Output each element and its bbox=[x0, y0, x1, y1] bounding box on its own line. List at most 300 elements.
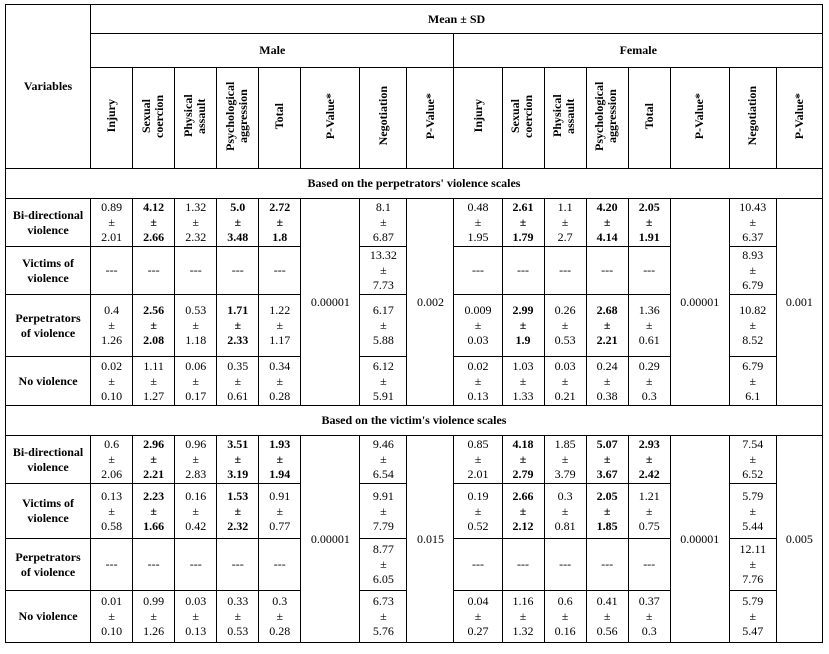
empty-value: --- bbox=[273, 557, 286, 571]
male-value-cell bbox=[175, 357, 217, 406]
female-value-cell bbox=[628, 539, 670, 591]
female-value-cell bbox=[454, 539, 502, 591]
plus-minus-symbol: ± bbox=[749, 503, 757, 518]
plus-minus-symbol: ± bbox=[749, 452, 757, 466]
section-header-row bbox=[6, 169, 823, 199]
sd-value: 2.08 bbox=[143, 333, 165, 347]
female-value-cell bbox=[544, 591, 586, 643]
sd-value: 0.58 bbox=[101, 518, 123, 533]
female-value-cell bbox=[544, 436, 586, 484]
female-value-cell bbox=[502, 357, 544, 406]
plus-minus-symbol: ± bbox=[380, 557, 387, 571]
col-header-label: P-Value* bbox=[322, 92, 337, 140]
male-negotiation-cell bbox=[360, 436, 407, 484]
male-value-cell bbox=[91, 357, 133, 406]
mean-value: 0.3 bbox=[272, 594, 288, 608]
female-value-cell bbox=[628, 436, 670, 484]
empty-value: --- bbox=[105, 557, 118, 571]
sd-value: 2.21 bbox=[596, 333, 618, 347]
male-negotiation-cell bbox=[360, 357, 407, 406]
mean-value: 0.6 bbox=[104, 437, 120, 451]
sd-value: 2.79 bbox=[512, 467, 534, 481]
mean-value: 3.51 bbox=[227, 437, 249, 451]
male-value-cell bbox=[91, 484, 133, 539]
male-value-cell bbox=[133, 295, 175, 357]
male-negotiation-p-value: 0.002 bbox=[407, 199, 454, 406]
female-col-header-psychological-aggression bbox=[586, 68, 628, 169]
mean-value: 0.24 bbox=[596, 358, 618, 373]
mean-value: 1.21 bbox=[638, 488, 660, 503]
plus-minus-symbol: ± bbox=[108, 215, 115, 229]
plus-minus-symbol: ± bbox=[645, 452, 653, 466]
mean-value: 5.0 bbox=[230, 200, 246, 214]
plus-minus-symbol: ± bbox=[474, 503, 482, 518]
plus-minus-symbol: ± bbox=[380, 503, 387, 518]
plus-minus-symbol: ± bbox=[474, 452, 482, 466]
male-value-cell bbox=[133, 591, 175, 643]
plus-minus-symbol: ± bbox=[276, 373, 284, 388]
female-negotiation-cell bbox=[729, 539, 776, 591]
empty-value: --- bbox=[231, 263, 244, 277]
col-header-label: Injury bbox=[104, 99, 119, 133]
plus-minus-symbol: ± bbox=[276, 215, 284, 229]
female-negotiation-cell bbox=[729, 357, 776, 406]
mean-value: 6.12 bbox=[372, 358, 394, 373]
plus-minus-symbol: ± bbox=[192, 503, 199, 518]
mean-value: 5.79 bbox=[742, 488, 764, 503]
mean-value: 1.85 bbox=[554, 437, 576, 451]
female-negotiation-cell bbox=[729, 295, 776, 357]
row-label: Perpetrators of violence bbox=[6, 295, 91, 357]
row-label: Victims of violence bbox=[6, 484, 91, 539]
mean-value: 6.17 bbox=[372, 303, 394, 317]
male-negotiation-cell bbox=[360, 591, 407, 643]
plus-minus-symbol: ± bbox=[603, 503, 611, 518]
plus-minus-symbol: ± bbox=[276, 452, 284, 466]
mean-value: 0.6 bbox=[557, 594, 573, 608]
plus-minus-symbol: ± bbox=[749, 215, 757, 229]
sd-value: 0.16 bbox=[554, 624, 576, 638]
mean-value: 0.06 bbox=[185, 358, 207, 373]
plus-minus-symbol: ± bbox=[276, 503, 284, 518]
female-value-cell bbox=[586, 247, 628, 295]
sd-value: 0.61 bbox=[227, 388, 249, 403]
male-value-cell bbox=[175, 591, 217, 643]
empty-value: --- bbox=[472, 263, 484, 277]
plus-minus-symbol: ± bbox=[749, 318, 757, 332]
female-negotiation-p-value: 0.005 bbox=[776, 436, 822, 643]
female-value-cell bbox=[454, 357, 502, 406]
sd-value: 2.06 bbox=[101, 467, 123, 481]
mean-value: 1.1 bbox=[557, 200, 573, 214]
plus-minus-symbol: ± bbox=[519, 215, 527, 229]
mean-value: 6.73 bbox=[372, 594, 394, 608]
sd-value: 2.32 bbox=[185, 230, 207, 244]
male-value-cell bbox=[133, 436, 175, 484]
mean-value: 0.04 bbox=[467, 594, 489, 608]
sd-value: 5.88 bbox=[372, 333, 394, 347]
male-value-cell bbox=[217, 247, 259, 295]
sd-value: 2.01 bbox=[467, 467, 489, 481]
sd-value: 2.66 bbox=[143, 230, 165, 244]
mean-value: 2.61 bbox=[512, 200, 534, 214]
mean-value: 0.02 bbox=[101, 358, 123, 373]
sd-value: 0.75 bbox=[638, 518, 660, 533]
empty-value: --- bbox=[601, 263, 614, 277]
female-value-cell bbox=[544, 295, 586, 357]
mean-value: 1.53 bbox=[227, 488, 249, 503]
plus-minus-symbol: ± bbox=[276, 318, 284, 332]
plus-minus-symbol: ± bbox=[234, 452, 242, 466]
plus-minus-symbol: ± bbox=[749, 557, 757, 571]
female-negotiation-cell bbox=[729, 199, 776, 247]
female-value-cell bbox=[628, 591, 670, 643]
sd-value: 2.7 bbox=[557, 230, 573, 244]
plus-minus-symbol: ± bbox=[192, 373, 199, 388]
plus-minus-symbol: ± bbox=[645, 503, 653, 518]
mean-value: 0.4 bbox=[104, 303, 120, 317]
sd-value: 0.13 bbox=[185, 624, 207, 638]
mean-value: 8.77 bbox=[372, 542, 394, 556]
plus-minus-symbol: ± bbox=[234, 318, 242, 332]
mean-value: 0.53 bbox=[185, 303, 207, 317]
male-value-cell bbox=[175, 247, 217, 295]
female-value-cell bbox=[502, 295, 544, 357]
sd-value: 3.19 bbox=[227, 467, 249, 481]
male-negotiation-cell bbox=[360, 295, 407, 357]
sd-value: 1.27 bbox=[143, 388, 165, 403]
plus-minus-symbol: ± bbox=[645, 373, 653, 388]
mean-value: 0.26 bbox=[554, 303, 576, 317]
sd-value: 2.83 bbox=[185, 467, 207, 481]
mean-value: 2.66 bbox=[512, 488, 534, 503]
empty-value: --- bbox=[147, 263, 160, 277]
mean-value: 2.05 bbox=[638, 200, 660, 214]
male-value-cell bbox=[133, 357, 175, 406]
female-value-cell bbox=[544, 199, 586, 247]
mean-value: 4.18 bbox=[512, 437, 534, 451]
mean-value: 2.72 bbox=[269, 200, 291, 214]
sd-value: 3.79 bbox=[554, 467, 576, 481]
male-value-cell bbox=[133, 484, 175, 539]
sd-value: 5.44 bbox=[742, 518, 764, 533]
mean-value: 4.20 bbox=[596, 200, 618, 214]
female-value-cell bbox=[544, 539, 586, 591]
male-negotiation-cell bbox=[360, 484, 407, 539]
col-header-label: Psychological aggression bbox=[592, 81, 620, 151]
female-value-cell bbox=[502, 484, 544, 539]
sd-value: 4.14 bbox=[596, 230, 618, 244]
plus-minus-symbol: ± bbox=[234, 609, 242, 623]
mean-value: 0.33 bbox=[227, 594, 249, 608]
section-title: Based on the victim's violence scales bbox=[6, 406, 823, 436]
plus-minus-symbol: ± bbox=[561, 318, 569, 332]
sd-value: 0.10 bbox=[101, 624, 123, 638]
female-value-cell bbox=[454, 591, 502, 643]
mean-value: 0.01 bbox=[101, 594, 123, 608]
sd-value: 0.10 bbox=[101, 388, 123, 403]
mean-value: 0.85 bbox=[467, 437, 489, 451]
empty-value: --- bbox=[189, 263, 202, 277]
plus-minus-symbol: ± bbox=[474, 609, 482, 623]
empty-value: --- bbox=[559, 263, 572, 277]
female-value-cell bbox=[586, 539, 628, 591]
row-label: No violence bbox=[6, 357, 91, 406]
mean-value: 0.34 bbox=[269, 358, 291, 373]
sd-value: 0.13 bbox=[467, 388, 489, 403]
sd-value: 0.56 bbox=[596, 624, 618, 638]
plus-minus-symbol: ± bbox=[519, 503, 527, 518]
plus-minus-symbol: ± bbox=[603, 373, 611, 388]
table-row bbox=[6, 199, 823, 247]
mean-value: 0.03 bbox=[554, 358, 576, 373]
female-p-value: 0.00001 bbox=[670, 436, 729, 643]
plus-minus-symbol: ± bbox=[150, 503, 157, 518]
plus-minus-symbol: ± bbox=[603, 609, 611, 623]
sd-value: 2.01 bbox=[101, 230, 123, 244]
male-value-cell bbox=[259, 539, 301, 591]
plus-minus-symbol: ± bbox=[150, 609, 157, 623]
mean-value: 2.93 bbox=[638, 437, 660, 451]
female-value-cell bbox=[628, 199, 670, 247]
sd-value: 1.95 bbox=[467, 230, 489, 244]
empty-value: --- bbox=[643, 263, 656, 277]
plus-minus-symbol: ± bbox=[561, 609, 569, 623]
col-header-label: P-Value* bbox=[791, 92, 806, 140]
sd-value: 6.05 bbox=[372, 572, 394, 586]
female-value-cell bbox=[586, 357, 628, 406]
mean-value: 0.29 bbox=[638, 358, 660, 373]
sd-value: 1.91 bbox=[638, 230, 660, 244]
female-col-header-negotiation bbox=[729, 68, 776, 169]
male-value-cell bbox=[133, 199, 175, 247]
mean-value: 0.41 bbox=[596, 594, 618, 608]
sd-value: 6.79 bbox=[742, 278, 764, 292]
results-table bbox=[5, 4, 823, 643]
plus-minus-symbol: ± bbox=[108, 318, 115, 332]
sd-value: 0.61 bbox=[638, 333, 660, 347]
empty-value: --- bbox=[189, 557, 202, 571]
sd-value: 1.32 bbox=[512, 624, 534, 638]
female-value-cell bbox=[628, 295, 670, 357]
female-value-cell bbox=[628, 247, 670, 295]
plus-minus-symbol: ± bbox=[234, 215, 242, 229]
mean-value: 5.79 bbox=[742, 594, 764, 608]
male-value-cell bbox=[259, 247, 301, 295]
mean-value: 13.32 bbox=[369, 248, 397, 262]
female-value-cell bbox=[454, 436, 502, 484]
male-value-cell bbox=[217, 295, 259, 357]
mean-value: 1.03 bbox=[512, 358, 534, 373]
female-value-cell bbox=[454, 247, 502, 295]
female-value-cell bbox=[544, 484, 586, 539]
col-header-label: Sexual coercion bbox=[138, 94, 166, 138]
mean-value: 1.16 bbox=[512, 594, 534, 608]
mean-value: 1.71 bbox=[227, 303, 249, 317]
section-header-row bbox=[6, 406, 823, 436]
variables-header: Variables bbox=[6, 5, 91, 169]
row-label: Bi-directional violence bbox=[6, 199, 91, 247]
plus-minus-symbol: ± bbox=[561, 373, 569, 388]
sd-value: 2.32 bbox=[227, 518, 249, 533]
mean-value: 0.96 bbox=[185, 437, 207, 451]
male-value-cell bbox=[91, 436, 133, 484]
female-col-header-physical-assault bbox=[544, 68, 586, 169]
plus-minus-symbol: ± bbox=[150, 373, 157, 388]
female-value-cell bbox=[586, 199, 628, 247]
plus-minus-symbol: ± bbox=[192, 215, 199, 229]
mean-value: 0.02 bbox=[467, 358, 489, 373]
male-value-cell bbox=[217, 436, 259, 484]
mean-value: 0.009 bbox=[464, 303, 492, 317]
plus-minus-symbol: ± bbox=[192, 318, 199, 332]
female-value-cell bbox=[544, 357, 586, 406]
mean-value: 2.99 bbox=[512, 303, 534, 317]
sd-value: 1.26 bbox=[101, 333, 123, 347]
mean-value: 9.46 bbox=[372, 437, 394, 451]
mean-value: 0.16 bbox=[185, 488, 207, 503]
male-col-header-negotiation bbox=[360, 68, 407, 169]
female-value-cell bbox=[502, 247, 544, 295]
plus-minus-symbol: ± bbox=[380, 373, 387, 388]
male-value-cell bbox=[175, 484, 217, 539]
plus-minus-symbol: ± bbox=[108, 503, 115, 518]
mean-sd-header: Mean ± SD bbox=[91, 5, 823, 34]
plus-minus-symbol: ± bbox=[192, 452, 199, 466]
mean-value: 8.93 bbox=[742, 248, 764, 262]
plus-minus-symbol: ± bbox=[276, 609, 284, 623]
male-col-header-sexual-coercion bbox=[133, 68, 175, 169]
col-header-label: Physical assault bbox=[180, 94, 208, 138]
plus-minus-symbol: ± bbox=[561, 503, 569, 518]
plus-minus-symbol: ± bbox=[380, 263, 387, 277]
male-value-cell bbox=[259, 199, 301, 247]
plus-minus-symbol: ± bbox=[519, 373, 527, 388]
male-col-header-psychological-aggression bbox=[217, 68, 259, 169]
col-header-label: Negotiation bbox=[375, 86, 390, 146]
plus-minus-symbol: ± bbox=[380, 452, 387, 466]
female-value-cell bbox=[454, 484, 502, 539]
mean-value: 0.35 bbox=[227, 358, 249, 373]
sd-value: 7.76 bbox=[742, 572, 764, 586]
row-label: No violence bbox=[6, 591, 91, 643]
plus-minus-symbol: ± bbox=[474, 215, 482, 229]
mean-value: 0.3 bbox=[557, 488, 573, 503]
female-value-cell bbox=[586, 436, 628, 484]
female-negotiation-p-value: 0.001 bbox=[776, 199, 822, 406]
empty-value: --- bbox=[147, 557, 160, 571]
plus-minus-symbol: ± bbox=[234, 373, 242, 388]
sd-value: 0.28 bbox=[269, 388, 291, 403]
male-value-cell bbox=[175, 295, 217, 357]
mean-value: 2.23 bbox=[143, 488, 165, 503]
sd-value: 1.66 bbox=[143, 518, 165, 533]
sd-value: 6.87 bbox=[372, 230, 394, 244]
sd-value: 0.3 bbox=[641, 624, 657, 638]
sd-value: 0.27 bbox=[467, 624, 489, 638]
sd-value: 0.21 bbox=[554, 388, 576, 403]
mean-value: 0.48 bbox=[467, 200, 489, 214]
male-header: Male bbox=[91, 34, 454, 68]
sd-value: 1.9 bbox=[515, 333, 531, 347]
sd-value: 0.81 bbox=[554, 518, 576, 533]
female-negotiation-cell bbox=[729, 591, 776, 643]
mean-value: 5.07 bbox=[596, 437, 618, 451]
female-negotiation-cell bbox=[729, 247, 776, 295]
sd-value: 0.38 bbox=[596, 388, 618, 403]
col-header-label: P-Value* bbox=[422, 92, 437, 140]
sd-value: 2.33 bbox=[227, 333, 249, 347]
empty-value: --- bbox=[517, 263, 530, 277]
sd-value: 6.54 bbox=[372, 467, 394, 481]
male-value-cell bbox=[175, 539, 217, 591]
sd-value: 0.17 bbox=[185, 388, 207, 403]
mean-value: 1.93 bbox=[269, 437, 291, 451]
col-header-label: Physical assault bbox=[550, 94, 578, 138]
male-col-header-physical-assault bbox=[175, 68, 217, 169]
plus-minus-symbol: ± bbox=[234, 503, 242, 518]
mean-value: 10.43 bbox=[739, 200, 767, 214]
mean-value: 0.37 bbox=[638, 594, 660, 608]
empty-value: --- bbox=[601, 557, 614, 571]
empty-value: --- bbox=[273, 263, 286, 277]
sd-value: 5.91 bbox=[372, 388, 394, 403]
plus-minus-symbol: ± bbox=[603, 215, 611, 229]
female-p-value: 0.00001 bbox=[670, 199, 729, 406]
male-value-cell bbox=[217, 591, 259, 643]
mean-value: 0.89 bbox=[101, 200, 123, 214]
male-value-cell bbox=[133, 247, 175, 295]
male-value-cell bbox=[259, 591, 301, 643]
col-header-label: Sexual coercion bbox=[508, 94, 536, 138]
empty-value: --- bbox=[559, 557, 572, 571]
mean-value: 0.91 bbox=[269, 488, 291, 503]
plus-minus-symbol: ± bbox=[380, 215, 387, 229]
empty-value: --- bbox=[105, 263, 118, 277]
col-header-label: P-Value* bbox=[692, 92, 707, 140]
mean-value: 2.96 bbox=[143, 437, 165, 451]
male-p-value: 0.00001 bbox=[301, 436, 360, 643]
female-col-header-p-value-2 bbox=[776, 68, 822, 169]
sd-value: 1.85 bbox=[596, 518, 618, 533]
sd-value: 2.12 bbox=[512, 518, 534, 533]
sd-value: 0.03 bbox=[467, 333, 489, 347]
plus-minus-symbol: ± bbox=[645, 318, 653, 332]
male-negotiation-cell bbox=[360, 199, 407, 247]
sd-value: 1.18 bbox=[185, 333, 207, 347]
plus-minus-symbol: ± bbox=[519, 318, 527, 332]
female-value-cell bbox=[502, 436, 544, 484]
male-value-cell bbox=[217, 539, 259, 591]
sd-value: 0.53 bbox=[227, 624, 249, 638]
sd-value: 0.77 bbox=[269, 518, 291, 533]
sd-value: 5.76 bbox=[372, 624, 394, 638]
sd-value: 1.8 bbox=[272, 230, 288, 244]
sd-value: 2.21 bbox=[143, 467, 165, 481]
mean-value: 2.56 bbox=[143, 303, 165, 317]
row-label: Perpetrators of violence bbox=[6, 539, 91, 591]
plus-minus-symbol: ± bbox=[150, 452, 157, 466]
mean-value: 7.54 bbox=[742, 437, 764, 451]
plus-minus-symbol: ± bbox=[474, 373, 482, 388]
male-value-cell bbox=[217, 484, 259, 539]
empty-value: --- bbox=[231, 557, 244, 571]
female-value-cell bbox=[502, 199, 544, 247]
col-header-label: Psychological aggression bbox=[222, 81, 250, 151]
mean-value: 1.32 bbox=[185, 200, 207, 214]
mean-value: 0.03 bbox=[185, 594, 207, 608]
female-value-cell bbox=[544, 247, 586, 295]
